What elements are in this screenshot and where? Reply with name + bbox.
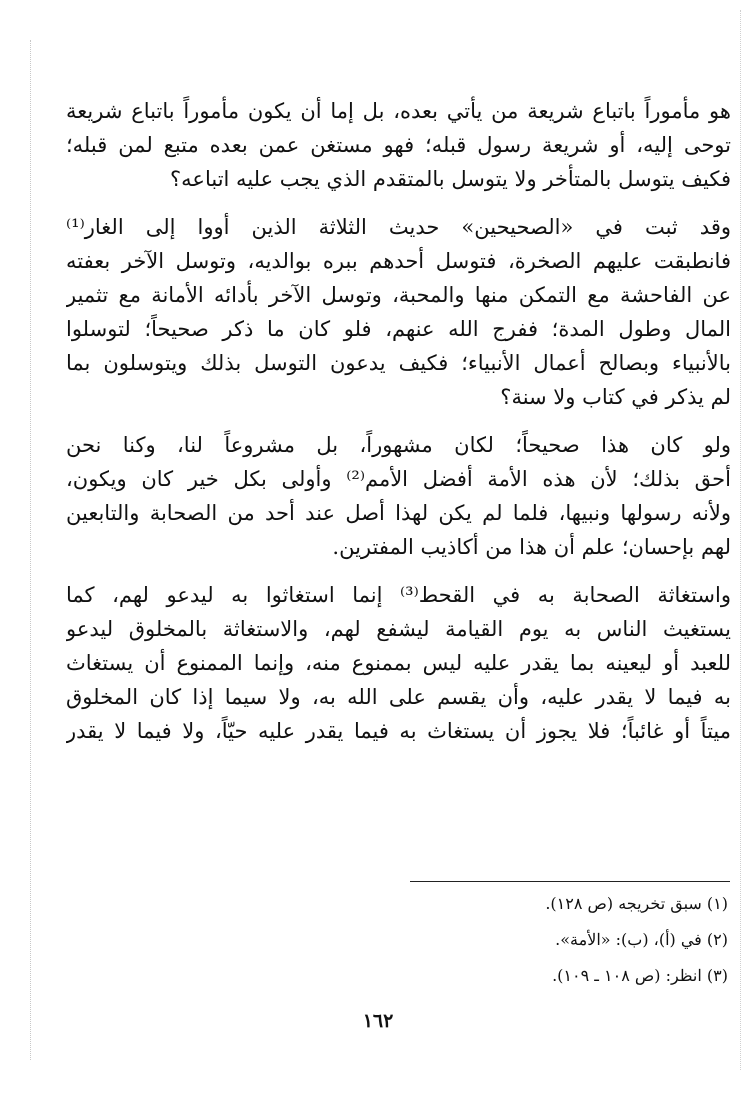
text-line: ولو كان هذا صحيحاً؛ لكان مشهوراً، بل مشروعاً لنا، وكنا نحن: [66, 433, 731, 457]
text-line: ولأنه رسولها ونبيها، فلما لم يكن لهذا أصل عند أحد من الصحابة والتابعين: [66, 501, 731, 525]
text-line: عن الفاحشة مع التمكن منها والمحبة، وتوسل الآخر بأدائه الأمانة مع تثمير: [66, 283, 731, 307]
text-line: المال وطول المدة؛ ففرج الله عنهم، فلو كان ما ذكر صحيحاً؛ لتوسلوا: [66, 317, 731, 341]
footnote: (٣) انظر: (ص ١٠٨ ـ ١٠٩).: [552, 966, 728, 985]
main-text: [66, 94, 731, 748]
text-line: به فيما لا يقدر عليه، وأن يقسم على الله به، ولا سيما إذا كان المخلوق: [66, 685, 731, 709]
text-line: لهم بإحسان؛ علم أن هذا من أكاذيب المفترين.: [332, 535, 731, 559]
text-line: فكيف يتوسل بالمتأخر ولا يتوسل بالمتقدم الذي يجب عليه اتباعه؟: [170, 167, 731, 191]
text-line: بالأنبياء وبصالح أعمال الأنبياء؛ فكيف يدعون التوسل بذلك ويتوسلون بما: [66, 351, 731, 375]
footnotes: [300, 886, 728, 994]
text-line: لم يذكر في كتاب ولا سنة؟: [500, 385, 731, 409]
scan-gutter-dots: [30, 40, 32, 1060]
footnote: (٢) في (أ)، (ب): «الأمة».: [555, 930, 728, 949]
footnote-divider: [410, 881, 730, 882]
text-line: فانطبقت عليهم الصخرة، فتوسل أحدهم ببره بوالديه، وتوسل الآخر بعفته: [66, 249, 731, 273]
text-line: للعبد أو ليعينه بما يقدر عليه ليس بممنوع منه، وإنما الممنوع أن يستغاث: [66, 651, 731, 675]
text-line: أحق بذلك؛ لأن هذه الأمة أفضل الأمم⁽²⁾ وأولى بكل خير كان ويكون،: [66, 467, 731, 491]
text-line: ميتاً أو غائباً؛ فلا يجوز أن يستغاث به فيما يقدر عليه حيّاً، ولا فيما لا يقدر: [66, 719, 731, 743]
text-line: واستغاثة الصحابة به في القحط⁽³⁾ إنما استغاثوا به ليدعو لهم، كما: [66, 583, 731, 607]
footnote: (١) سبق تخريجه (ص ١٢٨).: [545, 894, 728, 913]
text-line: هو مأموراً باتباع شريعة من يأتي بعده، بل إما أن يكون مأموراً باتباع شريعة: [66, 99, 731, 123]
page-number: ١٦٢: [362, 1010, 394, 1032]
scan-edge-dots: [740, 10, 742, 1070]
text-line: وقد ثبت في «الصحيحين» حديث الثلاثة الذين أووا إلى الغار⁽¹⁾: [66, 215, 731, 239]
text-line: توحى إليه، أو شريعة رسول قبله؛ فهو مستغن عمن بعده متبع لمن قبله؛: [66, 133, 731, 157]
text-line: يستغيث الناس به يوم القيامة ليشفع لهم، والاستغاثة بالمخلوق ليدعو: [66, 617, 731, 641]
